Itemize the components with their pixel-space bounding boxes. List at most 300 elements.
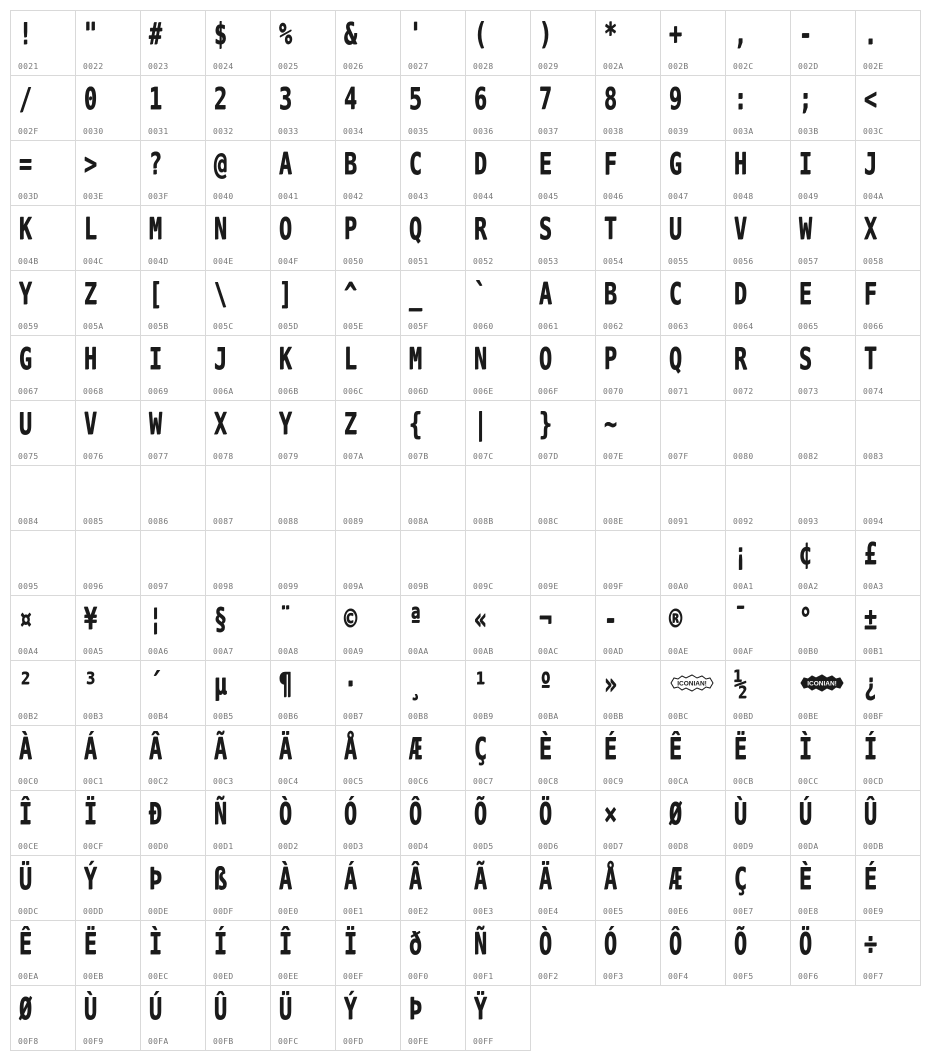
glyph-cell bbox=[271, 531, 336, 596]
glyph-cell bbox=[206, 141, 271, 206]
glyph-char: Ç bbox=[474, 732, 487, 767]
glyph-code: 004B bbox=[18, 257, 39, 266]
glyph-code: 00CF bbox=[83, 842, 104, 851]
glyph-cell bbox=[206, 661, 271, 726]
glyph-cell bbox=[206, 271, 271, 336]
glyph-cell bbox=[791, 401, 856, 466]
glyph-cell bbox=[596, 336, 661, 401]
glyph-code: 0042 bbox=[343, 192, 364, 201]
glyph-code: 002F bbox=[18, 127, 39, 136]
glyph-char: Ä bbox=[539, 862, 552, 897]
glyph-code: 00F0 bbox=[408, 972, 429, 981]
glyph-char: ; bbox=[799, 82, 812, 117]
glyph-code: 0093 bbox=[798, 517, 819, 526]
glyph-char: º bbox=[539, 667, 552, 702]
glyph-code: 005B bbox=[148, 322, 169, 331]
glyph-code: 00EF bbox=[343, 972, 364, 981]
glyph-cell bbox=[726, 401, 791, 466]
glyph-cell bbox=[271, 856, 336, 921]
glyph-char: Á bbox=[84, 732, 97, 767]
glyph-code: 0035 bbox=[408, 127, 429, 136]
glyph-cell bbox=[661, 336, 726, 401]
glyph-code: 004C bbox=[83, 257, 104, 266]
glyph-char: ð bbox=[409, 927, 422, 962]
glyph-cell bbox=[856, 856, 921, 921]
glyph-cell bbox=[271, 271, 336, 336]
glyph-cell bbox=[11, 921, 76, 986]
glyph-char: ³ bbox=[84, 667, 97, 702]
glyph-char: ] bbox=[279, 277, 292, 312]
glyph-code: 00E0 bbox=[278, 907, 299, 916]
glyph-code: 00E1 bbox=[343, 907, 364, 916]
glyph-char: R bbox=[474, 212, 487, 247]
glyph-code: 0024 bbox=[213, 62, 234, 71]
glyph-char: L bbox=[84, 212, 97, 247]
glyph-code: 00DF bbox=[213, 907, 234, 916]
glyph-code: 0044 bbox=[473, 192, 494, 201]
glyph-code: 00D8 bbox=[668, 842, 689, 851]
glyph-char: Û bbox=[864, 797, 877, 832]
glyph-cell bbox=[596, 726, 661, 791]
glyph-char: 1 bbox=[149, 82, 162, 117]
glyph-char: D bbox=[474, 147, 487, 182]
glyph-cell bbox=[141, 726, 206, 791]
glyph-char: Ý bbox=[84, 862, 97, 897]
glyph-char: Î bbox=[279, 927, 292, 962]
glyph-char: R bbox=[734, 342, 747, 377]
glyph-char: J bbox=[214, 342, 227, 377]
glyph-char: Å bbox=[344, 732, 357, 767]
glyph-code: 00D3 bbox=[343, 842, 364, 851]
glyph-code: 006E bbox=[473, 387, 494, 396]
glyph-char: & bbox=[344, 17, 357, 52]
glyph-cell bbox=[726, 791, 791, 856]
glyph-char: Û bbox=[214, 992, 227, 1027]
glyph-code: 0097 bbox=[148, 582, 169, 591]
glyph-cell bbox=[856, 531, 921, 596]
glyph-code: 003C bbox=[863, 127, 884, 136]
glyph-char: G bbox=[19, 342, 32, 377]
glyph-code: 0051 bbox=[408, 257, 429, 266]
glyph-char: · bbox=[344, 667, 357, 702]
glyph-char: % bbox=[279, 17, 292, 52]
glyph-char: Ð bbox=[149, 797, 162, 832]
glyph-char: X bbox=[864, 212, 877, 247]
glyph-code: 0071 bbox=[668, 387, 689, 396]
glyph-char: Z bbox=[344, 407, 357, 442]
glyph-char: Þ bbox=[409, 992, 422, 1027]
glyph-cell bbox=[596, 466, 661, 531]
glyph-cell bbox=[401, 531, 466, 596]
glyph-code: 0059 bbox=[18, 322, 39, 331]
glyph-cell bbox=[401, 401, 466, 466]
glyph-cell bbox=[271, 206, 336, 271]
glyph-cell bbox=[466, 531, 531, 596]
glyph-code: 00DA bbox=[798, 842, 819, 851]
glyph-char: ª bbox=[409, 602, 422, 637]
glyph-cell bbox=[271, 141, 336, 206]
glyph-code: 00BB bbox=[603, 712, 624, 721]
glyph-char: ) bbox=[539, 17, 552, 52]
glyph-char: ¬ bbox=[539, 602, 552, 637]
glyph-cell bbox=[76, 661, 141, 726]
glyph-char: " bbox=[84, 17, 97, 52]
glyph-code: 004A bbox=[863, 192, 884, 201]
glyph-cell bbox=[466, 661, 531, 726]
glyph-code: 005E bbox=[343, 322, 364, 331]
glyph-cell bbox=[466, 11, 531, 76]
glyph-char: Ü bbox=[279, 992, 292, 1027]
glyph-cell bbox=[531, 76, 596, 141]
glyph-cell bbox=[791, 791, 856, 856]
glyph-code: 00BC bbox=[668, 712, 689, 721]
glyph-code: 00D7 bbox=[603, 842, 624, 851]
glyph-code: 0085 bbox=[83, 517, 104, 526]
glyph-code: 00A5 bbox=[83, 647, 104, 656]
glyph-cell bbox=[856, 596, 921, 661]
glyph-code: 00AC bbox=[538, 647, 559, 656]
glyph-cell bbox=[11, 11, 76, 76]
glyph-cell bbox=[596, 76, 661, 141]
glyph-char: Y bbox=[19, 277, 32, 312]
glyph-char: B bbox=[604, 277, 617, 312]
glyph-cell bbox=[791, 336, 856, 401]
glyph-cell bbox=[466, 726, 531, 791]
glyph-cell bbox=[271, 401, 336, 466]
glyph-char: Q bbox=[669, 342, 682, 377]
glyph-char: Õ bbox=[474, 797, 487, 832]
glyph-cell bbox=[531, 661, 596, 726]
glyph-char: Ô bbox=[669, 927, 682, 962]
glyph-cell bbox=[531, 11, 596, 76]
glyph-code: 0034 bbox=[343, 127, 364, 136]
glyph-cell bbox=[11, 76, 76, 141]
glyph-char: £ bbox=[864, 537, 877, 572]
glyph-cell bbox=[791, 11, 856, 76]
glyph-code: 0064 bbox=[733, 322, 754, 331]
glyph-code: 0067 bbox=[18, 387, 39, 396]
glyph-char: O bbox=[279, 212, 292, 247]
glyph-char: ( bbox=[474, 17, 487, 52]
glyph-cell bbox=[336, 401, 401, 466]
glyph-char: + bbox=[669, 17, 682, 52]
glyph-char: ¹ bbox=[474, 667, 487, 702]
glyph-char: M bbox=[409, 342, 422, 377]
glyph-code: 008E bbox=[603, 517, 624, 526]
glyph-code: 006F bbox=[538, 387, 559, 396]
glyph-code: 00EA bbox=[18, 972, 39, 981]
glyph-code: 00E4 bbox=[538, 907, 559, 916]
glyph-code: 0025 bbox=[278, 62, 299, 71]
glyph-char: S bbox=[799, 342, 812, 377]
glyph-cell bbox=[596, 141, 661, 206]
glyph-code: 004E bbox=[213, 257, 234, 266]
glyph-cell bbox=[206, 531, 271, 596]
glyph-cell bbox=[206, 791, 271, 856]
glyph-cell bbox=[401, 206, 466, 271]
glyph-cell bbox=[856, 466, 921, 531]
glyph-char: Ï bbox=[344, 927, 357, 962]
glyph-char: Á bbox=[344, 862, 357, 897]
glyph-cell bbox=[466, 791, 531, 856]
glyph-code: 0049 bbox=[798, 192, 819, 201]
glyph-code: 00C7 bbox=[473, 777, 494, 786]
glyph-code: 0027 bbox=[408, 62, 429, 71]
glyph-cell bbox=[336, 531, 401, 596]
glyph-cell bbox=[271, 466, 336, 531]
glyph-cell bbox=[401, 791, 466, 856]
iconian-badge-icon bbox=[668, 674, 716, 692]
glyph-cell bbox=[401, 466, 466, 531]
glyph-char: # bbox=[149, 17, 162, 52]
glyph-char: Ó bbox=[344, 797, 357, 832]
glyph-cell bbox=[661, 856, 726, 921]
glyph-cell bbox=[76, 271, 141, 336]
glyph-code: 002C bbox=[733, 62, 754, 71]
glyph-char: § bbox=[214, 602, 227, 637]
glyph-cell bbox=[726, 531, 791, 596]
glyph-char: 3 bbox=[279, 82, 292, 117]
glyph-char: < bbox=[864, 82, 877, 117]
glyph-cell bbox=[401, 726, 466, 791]
glyph-char: | bbox=[474, 407, 487, 442]
glyph-code: 0021 bbox=[18, 62, 39, 71]
glyph-cell bbox=[661, 76, 726, 141]
glyph-code: 0053 bbox=[538, 257, 559, 266]
glyph-code: 0056 bbox=[733, 257, 754, 266]
glyph-cell bbox=[661, 726, 726, 791]
glyph-char: @ bbox=[214, 147, 227, 182]
glyph-cell bbox=[596, 206, 661, 271]
glyph-char: 6 bbox=[474, 82, 487, 117]
glyph-code: 00A9 bbox=[343, 647, 364, 656]
glyph-cell bbox=[206, 466, 271, 531]
glyph-cell bbox=[596, 856, 661, 921]
glyph-char: Y bbox=[279, 407, 292, 442]
iconian-badge-icon bbox=[798, 674, 846, 692]
glyph-code: 0023 bbox=[148, 62, 169, 71]
glyph-cell bbox=[531, 791, 596, 856]
glyph-cell bbox=[141, 791, 206, 856]
glyph-cell bbox=[76, 11, 141, 76]
glyph-code: 0030 bbox=[83, 127, 104, 136]
glyph-code: 00F2 bbox=[538, 972, 559, 981]
glyph-char: B bbox=[344, 147, 357, 182]
glyph-code: 00D9 bbox=[733, 842, 754, 851]
glyph-code: 0037 bbox=[538, 127, 559, 136]
glyph-char: K bbox=[19, 212, 32, 247]
glyph-code: 00B5 bbox=[213, 712, 234, 721]
glyph-cell bbox=[791, 531, 856, 596]
glyph-char: O bbox=[539, 342, 552, 377]
glyph-code: 003A bbox=[733, 127, 754, 136]
glyph-code: 0050 bbox=[343, 257, 364, 266]
glyph-cell bbox=[596, 661, 661, 726]
glyph-cell bbox=[141, 531, 206, 596]
glyph-code: 00B7 bbox=[343, 712, 364, 721]
glyph-cell bbox=[401, 76, 466, 141]
glyph-code: 00A3 bbox=[863, 582, 884, 591]
glyph-char: Ö bbox=[539, 797, 552, 832]
glyph-code: 0041 bbox=[278, 192, 299, 201]
glyph-cell bbox=[206, 76, 271, 141]
glyph-code: 00B4 bbox=[148, 712, 169, 721]
glyph-char: 2 bbox=[214, 82, 227, 117]
glyph-char: T bbox=[864, 342, 877, 377]
glyph-cell bbox=[856, 661, 921, 726]
glyph-cell bbox=[76, 466, 141, 531]
glyph-code: 0086 bbox=[148, 517, 169, 526]
glyph-code: 008B bbox=[473, 517, 494, 526]
glyph-char: P bbox=[604, 342, 617, 377]
glyph-code: 007C bbox=[473, 452, 494, 461]
glyph-cell bbox=[76, 336, 141, 401]
glyph-cell bbox=[531, 596, 596, 661]
glyph-code: 0039 bbox=[668, 127, 689, 136]
glyph-char: I bbox=[149, 342, 162, 377]
glyph-cell bbox=[11, 206, 76, 271]
glyph-cell bbox=[466, 141, 531, 206]
glyph-char: Ì bbox=[149, 927, 162, 962]
glyph-char: - bbox=[604, 602, 617, 637]
glyph-char: ¸ bbox=[409, 667, 422, 702]
glyph-cell bbox=[726, 921, 791, 986]
glyph-code: 0061 bbox=[538, 322, 559, 331]
glyph-code: 009F bbox=[603, 582, 624, 591]
glyph-code: 0063 bbox=[668, 322, 689, 331]
glyph-char: P bbox=[344, 212, 357, 247]
glyph-code: 006D bbox=[408, 387, 429, 396]
glyph-code: 007F bbox=[668, 452, 689, 461]
glyph-code: 00FD bbox=[343, 1037, 364, 1046]
glyph-cell bbox=[791, 661, 856, 726]
glyph-code: 00E5 bbox=[603, 907, 624, 916]
glyph-char: ? bbox=[149, 147, 162, 182]
glyph-code: 0060 bbox=[473, 322, 494, 331]
glyph-cell bbox=[856, 336, 921, 401]
glyph-code: 0078 bbox=[213, 452, 234, 461]
glyph-code: 00DE bbox=[148, 907, 169, 916]
glyph-char: Ÿ bbox=[474, 992, 487, 1027]
glyph-cell bbox=[596, 921, 661, 986]
glyph-code: 00DB bbox=[863, 842, 884, 851]
glyph-code: 00BD bbox=[733, 712, 754, 721]
glyph-char: © bbox=[344, 602, 357, 637]
glyph-cell bbox=[206, 596, 271, 661]
glyph-char: 4 bbox=[344, 82, 357, 117]
glyph-cell bbox=[856, 206, 921, 271]
glyph-code: 009A bbox=[343, 582, 364, 591]
glyph-char: Ò bbox=[539, 927, 552, 962]
glyph-char: ° bbox=[799, 602, 812, 637]
glyph-char: ½ bbox=[734, 667, 747, 702]
glyph-cell bbox=[141, 336, 206, 401]
glyph-code: 00B9 bbox=[473, 712, 494, 721]
glyph-char: : bbox=[734, 82, 747, 117]
glyph-char: ¶ bbox=[279, 667, 292, 702]
glyph-char: T bbox=[604, 212, 617, 247]
glyph-char: = bbox=[19, 147, 32, 182]
glyph-code: 00AE bbox=[668, 647, 689, 656]
glyph-char: Æ bbox=[669, 862, 682, 897]
glyph-code: 00F4 bbox=[668, 972, 689, 981]
glyph-char: Z bbox=[84, 277, 97, 312]
glyph-code: 00A0 bbox=[668, 582, 689, 591]
glyph-cell bbox=[791, 76, 856, 141]
glyph-code: 00B3 bbox=[83, 712, 104, 721]
glyph-cell bbox=[206, 206, 271, 271]
glyph-cell bbox=[141, 11, 206, 76]
glyph-code: 00A4 bbox=[18, 647, 39, 656]
glyph-cell bbox=[466, 76, 531, 141]
glyph-cell bbox=[76, 141, 141, 206]
glyph-cell bbox=[856, 76, 921, 141]
glyph-char: N bbox=[214, 212, 227, 247]
glyph-code: 00FF bbox=[473, 1037, 494, 1046]
glyph-char: A bbox=[279, 147, 292, 182]
glyph-char: Ï bbox=[84, 797, 97, 832]
glyph-code: 0065 bbox=[798, 322, 819, 331]
glyph-cell bbox=[466, 856, 531, 921]
glyph-code: 0088 bbox=[278, 517, 299, 526]
glyph-code: 002D bbox=[798, 62, 819, 71]
glyph-cell bbox=[141, 271, 206, 336]
glyph-cell bbox=[206, 986, 271, 1051]
glyph-char: Â bbox=[409, 862, 422, 897]
glyph-code: 00A8 bbox=[278, 647, 299, 656]
glyph-cell bbox=[661, 271, 726, 336]
glyph-cell bbox=[726, 596, 791, 661]
glyph-code: 00D2 bbox=[278, 842, 299, 851]
glyph-char: J bbox=[864, 147, 877, 182]
glyph-code: 00BA bbox=[538, 712, 559, 721]
glyph-char: Ô bbox=[409, 797, 422, 832]
glyph-cell bbox=[531, 401, 596, 466]
glyph-code: 0069 bbox=[148, 387, 169, 396]
glyph-code: 0091 bbox=[668, 517, 689, 526]
glyph-cell bbox=[661, 596, 726, 661]
glyph-code: 00B0 bbox=[798, 647, 819, 656]
glyph-cell bbox=[76, 76, 141, 141]
glyph-cell bbox=[726, 206, 791, 271]
glyph-code: 0029 bbox=[538, 62, 559, 71]
glyph-cell bbox=[401, 986, 466, 1051]
glyph-code: 00AF bbox=[733, 647, 754, 656]
glyph-cell bbox=[401, 661, 466, 726]
glyph-code: 0089 bbox=[343, 517, 364, 526]
glyph-code: 00E3 bbox=[473, 907, 494, 916]
glyph-cell bbox=[856, 271, 921, 336]
glyph-char: ² bbox=[19, 667, 32, 702]
glyph-cell bbox=[791, 466, 856, 531]
glyph-char: . bbox=[864, 17, 877, 52]
glyph-code: 0098 bbox=[213, 582, 234, 591]
glyph-cell bbox=[726, 661, 791, 726]
glyph-grid bbox=[10, 10, 921, 1051]
glyph-code: 0045 bbox=[538, 192, 559, 201]
glyph-code: 003E bbox=[83, 192, 104, 201]
glyph-cell bbox=[336, 596, 401, 661]
glyph-char: ¤ bbox=[19, 602, 32, 637]
glyph-cell bbox=[726, 726, 791, 791]
glyph-cell bbox=[791, 726, 856, 791]
glyph-cell bbox=[141, 661, 206, 726]
glyph-code: 0080 bbox=[733, 452, 754, 461]
glyph-code: 00AD bbox=[603, 647, 624, 656]
glyph-cell bbox=[271, 11, 336, 76]
glyph-char: ¦ bbox=[149, 602, 162, 637]
glyph-char: É bbox=[604, 732, 617, 767]
